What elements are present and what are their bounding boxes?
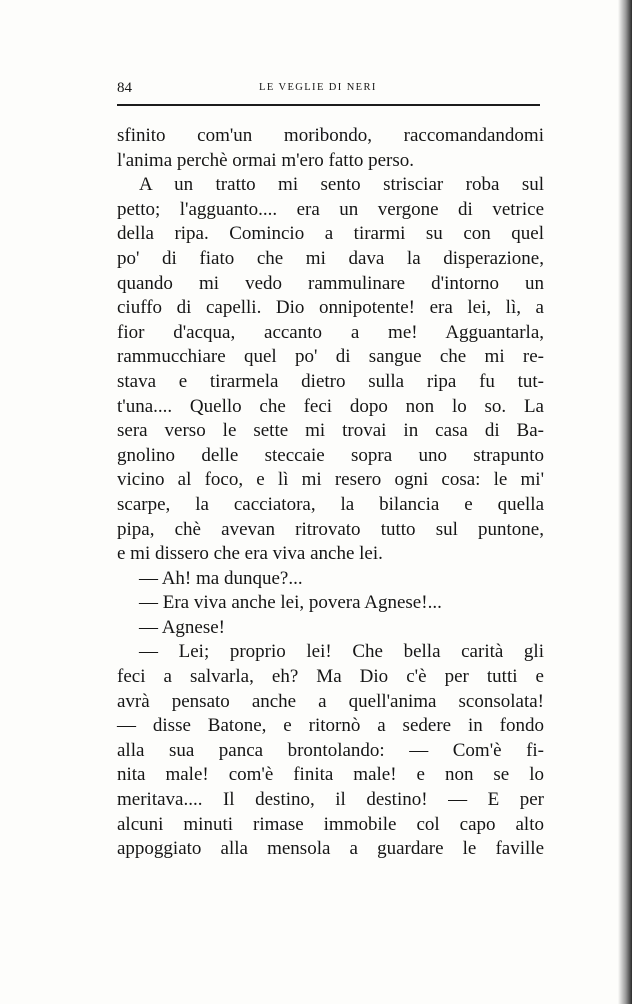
body-text [117, 124, 544, 862]
text-line: sfinito com'un moribondo, raccomandandomi [117, 125, 544, 146]
text-line: pipa, chè avevan ritrovato tutto sul puntone, [117, 518, 544, 540]
text-line: vicino al foco, e lì mi resero ogni cosa: le mi' [117, 469, 544, 491]
text-line: nita male! com'è finita male! e non se lo [117, 764, 544, 786]
text-line: gnolino delle steccaie sopra uno strapunto [117, 444, 544, 466]
text-line: A un tratto mi sento strisciar roba sul [139, 174, 544, 196]
text-line: appoggiato alla mensola a guardare le faville [117, 838, 544, 860]
text-line: po' di fiato che mi dava la disperazione, [117, 247, 544, 269]
page-number: 84 [117, 80, 132, 96]
text-line: petto; l'agguanto.... era un vergone di vetrice [117, 198, 544, 220]
text-line: — disse Batone, e ritornò a sedere in fondo [117, 715, 544, 737]
text-line: t'una.... Quello che feci dopo non lo so. La [117, 395, 544, 417]
text-line: — Agnese! [139, 616, 226, 638]
text-line: — Lei; proprio lei! Che bella carità gli [139, 641, 544, 663]
page-header [117, 78, 540, 104]
text-line: fior d'acqua, accanto a me! Agguantarla, [117, 321, 544, 343]
page-edge-shadow [618, 0, 632, 1004]
text-line: stava e tirarmela dietro sulla ripa fu tut- [117, 370, 544, 392]
text-line: alcuni minuti rimase immobile col capo alto [117, 813, 544, 835]
running-head: LE VEGLIE DI NERI [259, 82, 377, 93]
text-line: — Era viva anche lei, povera Agnese!... [139, 592, 442, 614]
text-line: alla sua panca brontolando: — Com'è fi- [117, 739, 544, 761]
text-line: e mi dissero che era viva anche lei. [117, 543, 383, 565]
text-line: l'anima perchè ormai m'ero fatto perso. [117, 149, 415, 171]
text-line: della ripa. Comincio a tirarmi su con quel [117, 223, 544, 245]
header-rule [117, 104, 540, 106]
text-line: scarpe, la cacciatora, la bilancia e quella [117, 493, 544, 515]
text-line: quando mi vedo rammulinare d'intorno un [117, 272, 544, 294]
text-line: rammucchiare quel po' di sangue che mi re- [117, 346, 544, 368]
text-line: ciuffo di capelli. Dio onnipotente! era lei, lì, a [117, 297, 544, 319]
text-line: sera verso le sette mi trovai in casa di Ba- [117, 420, 544, 442]
text-line: feci a salvarla, eh? Ma Dio c'è per tutti e [117, 666, 544, 688]
text-line: meritava.... Il destino, il destino! — E per [117, 789, 544, 811]
text-line: — Ah! ma dunque?... [139, 567, 303, 589]
text-line: avrà pensato anche a quell'anima sconsolata! [117, 690, 544, 712]
